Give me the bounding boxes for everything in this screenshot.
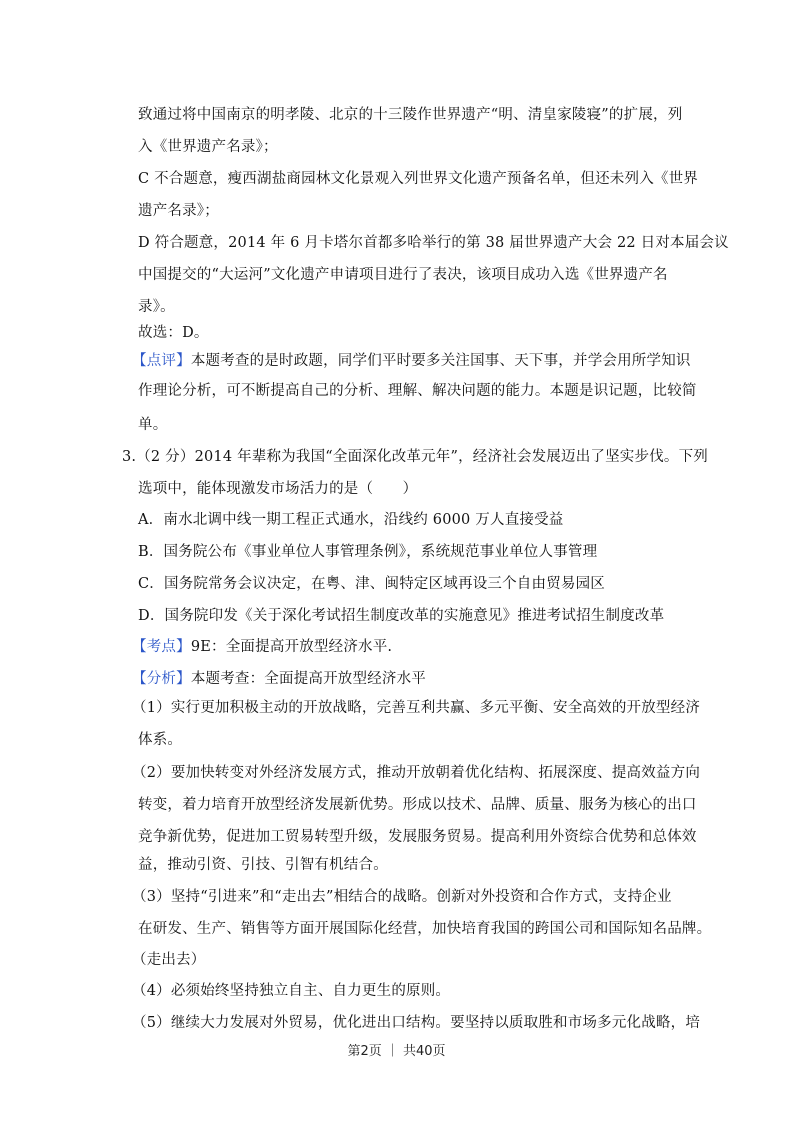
line-text: 在研发、生产、销售等方面开展国际化经营，加快培育我国的跨国公司和国际知名品牌。 (138, 921, 712, 937)
text-line (138, 479, 417, 499)
text-line (138, 827, 697, 847)
line-text: C．国务院常务会议决定，在粤、津、闽特定区域再设三个自由贸易园区 (138, 576, 605, 592)
text-line (138, 795, 697, 815)
text-line (132, 981, 450, 1001)
text-line (132, 887, 672, 907)
line-text: D．国务院印发《关于深化考试招生制度改革的实施意见》推进考试招生制度改革 (138, 608, 665, 624)
line-text: 单。 (138, 417, 168, 433)
line-text: （5）继续大力发展对外贸易，优化进出口结构。要坚持以质取胜和市场多元化战略，培 (132, 1015, 701, 1031)
section-tag: 【考点】 (132, 639, 191, 655)
text-line (138, 730, 182, 750)
text-line (132, 950, 206, 970)
line-text: 本题考查的是时政题，同学们平时要多关注国事、天下事，并学会用所学知识 (190, 353, 691, 369)
line-text: （3）坚持“引进来”和“走出去”相结合的战略。创新对外投资和合作方式，支持企业 (132, 889, 672, 905)
line-text: （走出去） (132, 952, 206, 968)
section-tag: 【分析】 (132, 671, 191, 687)
line-text: 益，推动引资、引技、引智有机结合。 (138, 857, 388, 873)
page-footer: 第2页 ｜ 共40页 (347, 1044, 446, 1059)
text-line (132, 669, 426, 689)
text-line (138, 297, 175, 317)
text-line (138, 169, 698, 189)
line-text: 体系。 (138, 732, 183, 748)
text-line (138, 233, 729, 253)
text-line (138, 919, 711, 939)
line-text: 9E：全面提高开放型经济水平. (190, 639, 393, 655)
text-line (132, 637, 392, 657)
section-tag: 【点评】 (132, 353, 191, 369)
text-line (138, 381, 697, 401)
line-text: D 符合题意，2014 年 6 月卡塔尔首都多哈举行的第 38 届世界遗产大会 22 日对本届会议 (138, 235, 729, 251)
line-text: C 不合题意，瘦西湖盐商园林文化景观入列世界文化遗产预备名单，但还未列入《世界 (138, 171, 699, 187)
line-text: 选项中，能体现激发市场活力的是（ ） (138, 481, 418, 497)
text-line (132, 763, 700, 783)
line-text: 3.（2 分）2014 年辈称为我国“全面深化改革元年”，经济社会发展迈出了坚实步伐。下列 (122, 449, 709, 465)
text-line (138, 137, 278, 157)
line-text: （2）要加快转变对外经济发展方式，推动开放朝着优化结构、拓展深度、提高效益方向 (132, 765, 701, 781)
line-text: 致通过将中国南京的明孝陵、北京的十三陵作世界遗产“明、清皇家陵寝”的扩展，列 (138, 107, 683, 123)
line-text: 遗产名录》； (138, 203, 219, 219)
text-line (122, 447, 708, 467)
line-text: 故选：D。 (138, 325, 209, 341)
text-line (138, 542, 597, 562)
text-line (138, 855, 388, 875)
text-line (138, 105, 682, 125)
text-line (138, 265, 668, 285)
line-text: 竞争新优势，促进加工贸易转型升级，发展服务贸易。提高利用外资综合优势和总体效 (138, 829, 697, 845)
line-text: A．南水北调中线一期工程正式通水，沿线约 6000 万人直接受益 (138, 512, 564, 528)
text-line (138, 415, 167, 435)
text-line (138, 201, 219, 221)
line-text: 作理论分析，可不断提高自己的分析、理解、解决问题的能力。本题是识记题，比较简 (138, 383, 697, 399)
text-line (138, 574, 605, 594)
text-line (132, 698, 700, 718)
text-line (132, 1013, 700, 1033)
line-text: （1）实行更加积极主动的开放战略，完善互利共赢、多元平衡、安全高效的开放型经济 (132, 700, 701, 716)
line-text: B．国务院公布《事业单位人事管理条例》，系统规范事业单位人事管理 (138, 544, 598, 560)
text-line (138, 510, 564, 530)
text-line (138, 606, 664, 626)
line-text: 本题考查：全面提高开放型经济水平 (190, 671, 427, 687)
line-text: 入《世界遗产名录》； (138, 139, 278, 155)
line-text: 录》。 (138, 299, 175, 315)
line-text: 转变，着力培育开放型经济发展新优势。形成以技术、品牌、质量、服务为核心的出口 (138, 797, 697, 813)
line-text: 中国提交的“大运河”文化遗产申请项目进行了表决，该项目成功入选《世界遗产名 (138, 267, 668, 283)
line-text: （4）必须始终坚持独立自主、自力更生的原则。 (132, 983, 451, 999)
text-line (132, 351, 691, 371)
text-line (138, 323, 209, 343)
